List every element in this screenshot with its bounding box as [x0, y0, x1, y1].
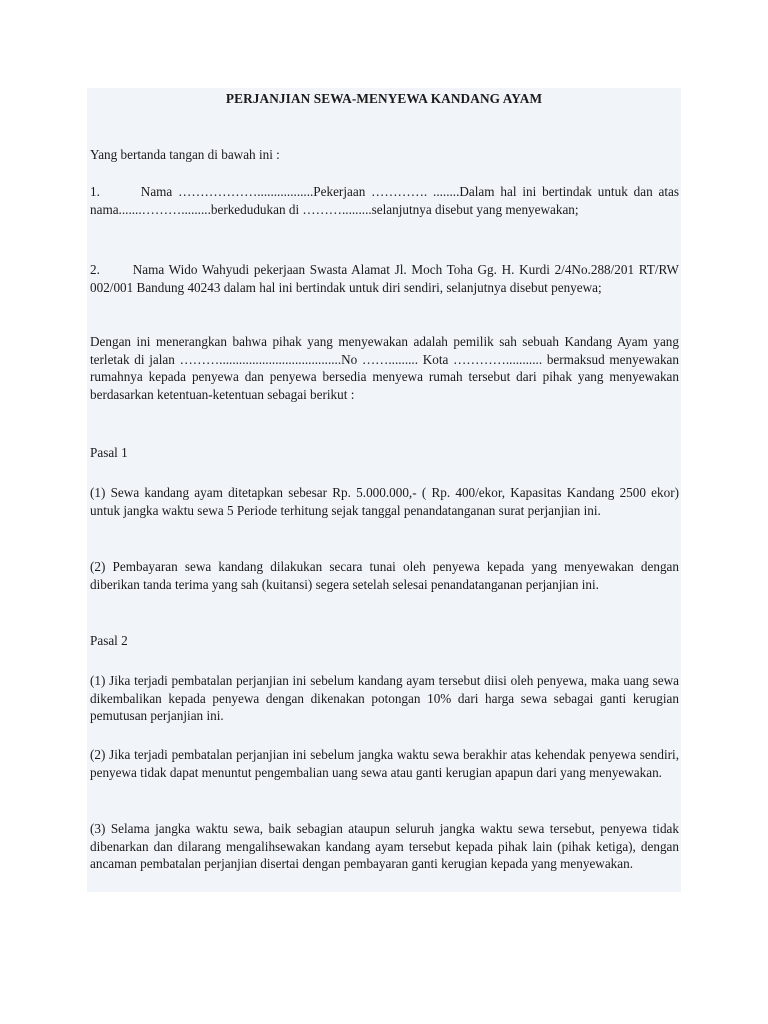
party-1-number: 1.: [90, 184, 100, 199]
party-1-text: Nama ……………….................Pekerjaan …………. ........Dalam hal ini bertindak untuk dan atas nama.......……….........berkedudukan di ……….........selanjutnya disebut yang menyewakan;: [90, 184, 680, 217]
party-2-text: Nama Wido Wahyudi pekerjaan Swasta Alamat Jl. Moch Toha Gg. H. Kurdi 2/4No.288/201 RT/RW 002/001 Bandung 40243 dalam hal ini bertindak untuk diri sendiri, selanjutnya disebut penyewa;: [90, 262, 679, 295]
party-2-paragraph: [90, 261, 679, 296]
party-1-paragraph: [90, 183, 679, 218]
document-title: PERJANJIAN SEWA-MENYEWA KANDANG AYAM: [225, 91, 543, 106]
document-page: [87, 88, 681, 892]
pasal-2-heading: Pasal 2: [90, 633, 128, 648]
party-2-number: 2.: [90, 262, 100, 277]
pasal-1-clause-1: (1) Sewa kandang ayam ditetapkan sebesar Rp. 5.000.000,- ( Rp. 400/ekor, Kapasitas Kandang 2500 ekor) untuk jangka waktu sewa 5 Periode terhitung sejak tanggal penandatanganan surat perjanjian ini.: [90, 485, 679, 518]
pasal-1-heading: Pasal 1: [90, 445, 128, 460]
statement-paragraph: Dengan ini menerangkan bahwa pihak yang menyewakan adalah pemilik sah sebuah Kandang Ayam yang terletak di jalan ……….....................................No ……......... Kota …………........... bermaksud menyewakan rumahnya kepada penyewa dan penyewa bersedia menyewa rumah tersebut dari pihak yang menyewakan berdasarkan ketentuan-ketentuan sebagai berikut :: [90, 334, 679, 402]
intro-text: Yang bertanda tangan di bawah ini :: [90, 147, 280, 162]
pasal-2-clause-1: (1) Jika terjadi pembatalan perjanjian ini sebelum kandang ayam tersebut diisi oleh penyewa, maka uang sewa dikembalikan kepada penyewa dengan dikenakan potongan 10% dari harga sewa sebagai ganti kerugian pemutusan perjanjian ini.: [90, 673, 679, 724]
pasal-2-clause-3: (3) Selama jangka waktu sewa, baik sebagian ataupun seluruh jangka waktu sewa tersebut, penyewa tidak dibenarkan dan dilarang mengalihsewakan kandang ayam tersebut kepada pihak lain (pihak ketiga), dengan ancaman pembatalan perjanjian disertai dengan pembayaran ganti kerugian kepada yang menyewakan.: [90, 821, 679, 872]
pasal-2-clause-2: (2) Jika terjadi pembatalan perjanjian ini sebelum jangka waktu sewa berakhir atas kehendak penyewa sendiri, penyewa tidak dapat menuntut pengembalian uang sewa atau ganti kerugian apapun dari yang menyewakan.: [90, 747, 679, 780]
pasal-1-clause-2: (2) Pembayaran sewa kandang dilakukan secara tunai oleh penyewa kepada yang menyewakan dengan diberikan tanda terima yang sah (kuitansi) segera setelah selesai penandatanganan perjanjian ini.: [90, 559, 679, 592]
